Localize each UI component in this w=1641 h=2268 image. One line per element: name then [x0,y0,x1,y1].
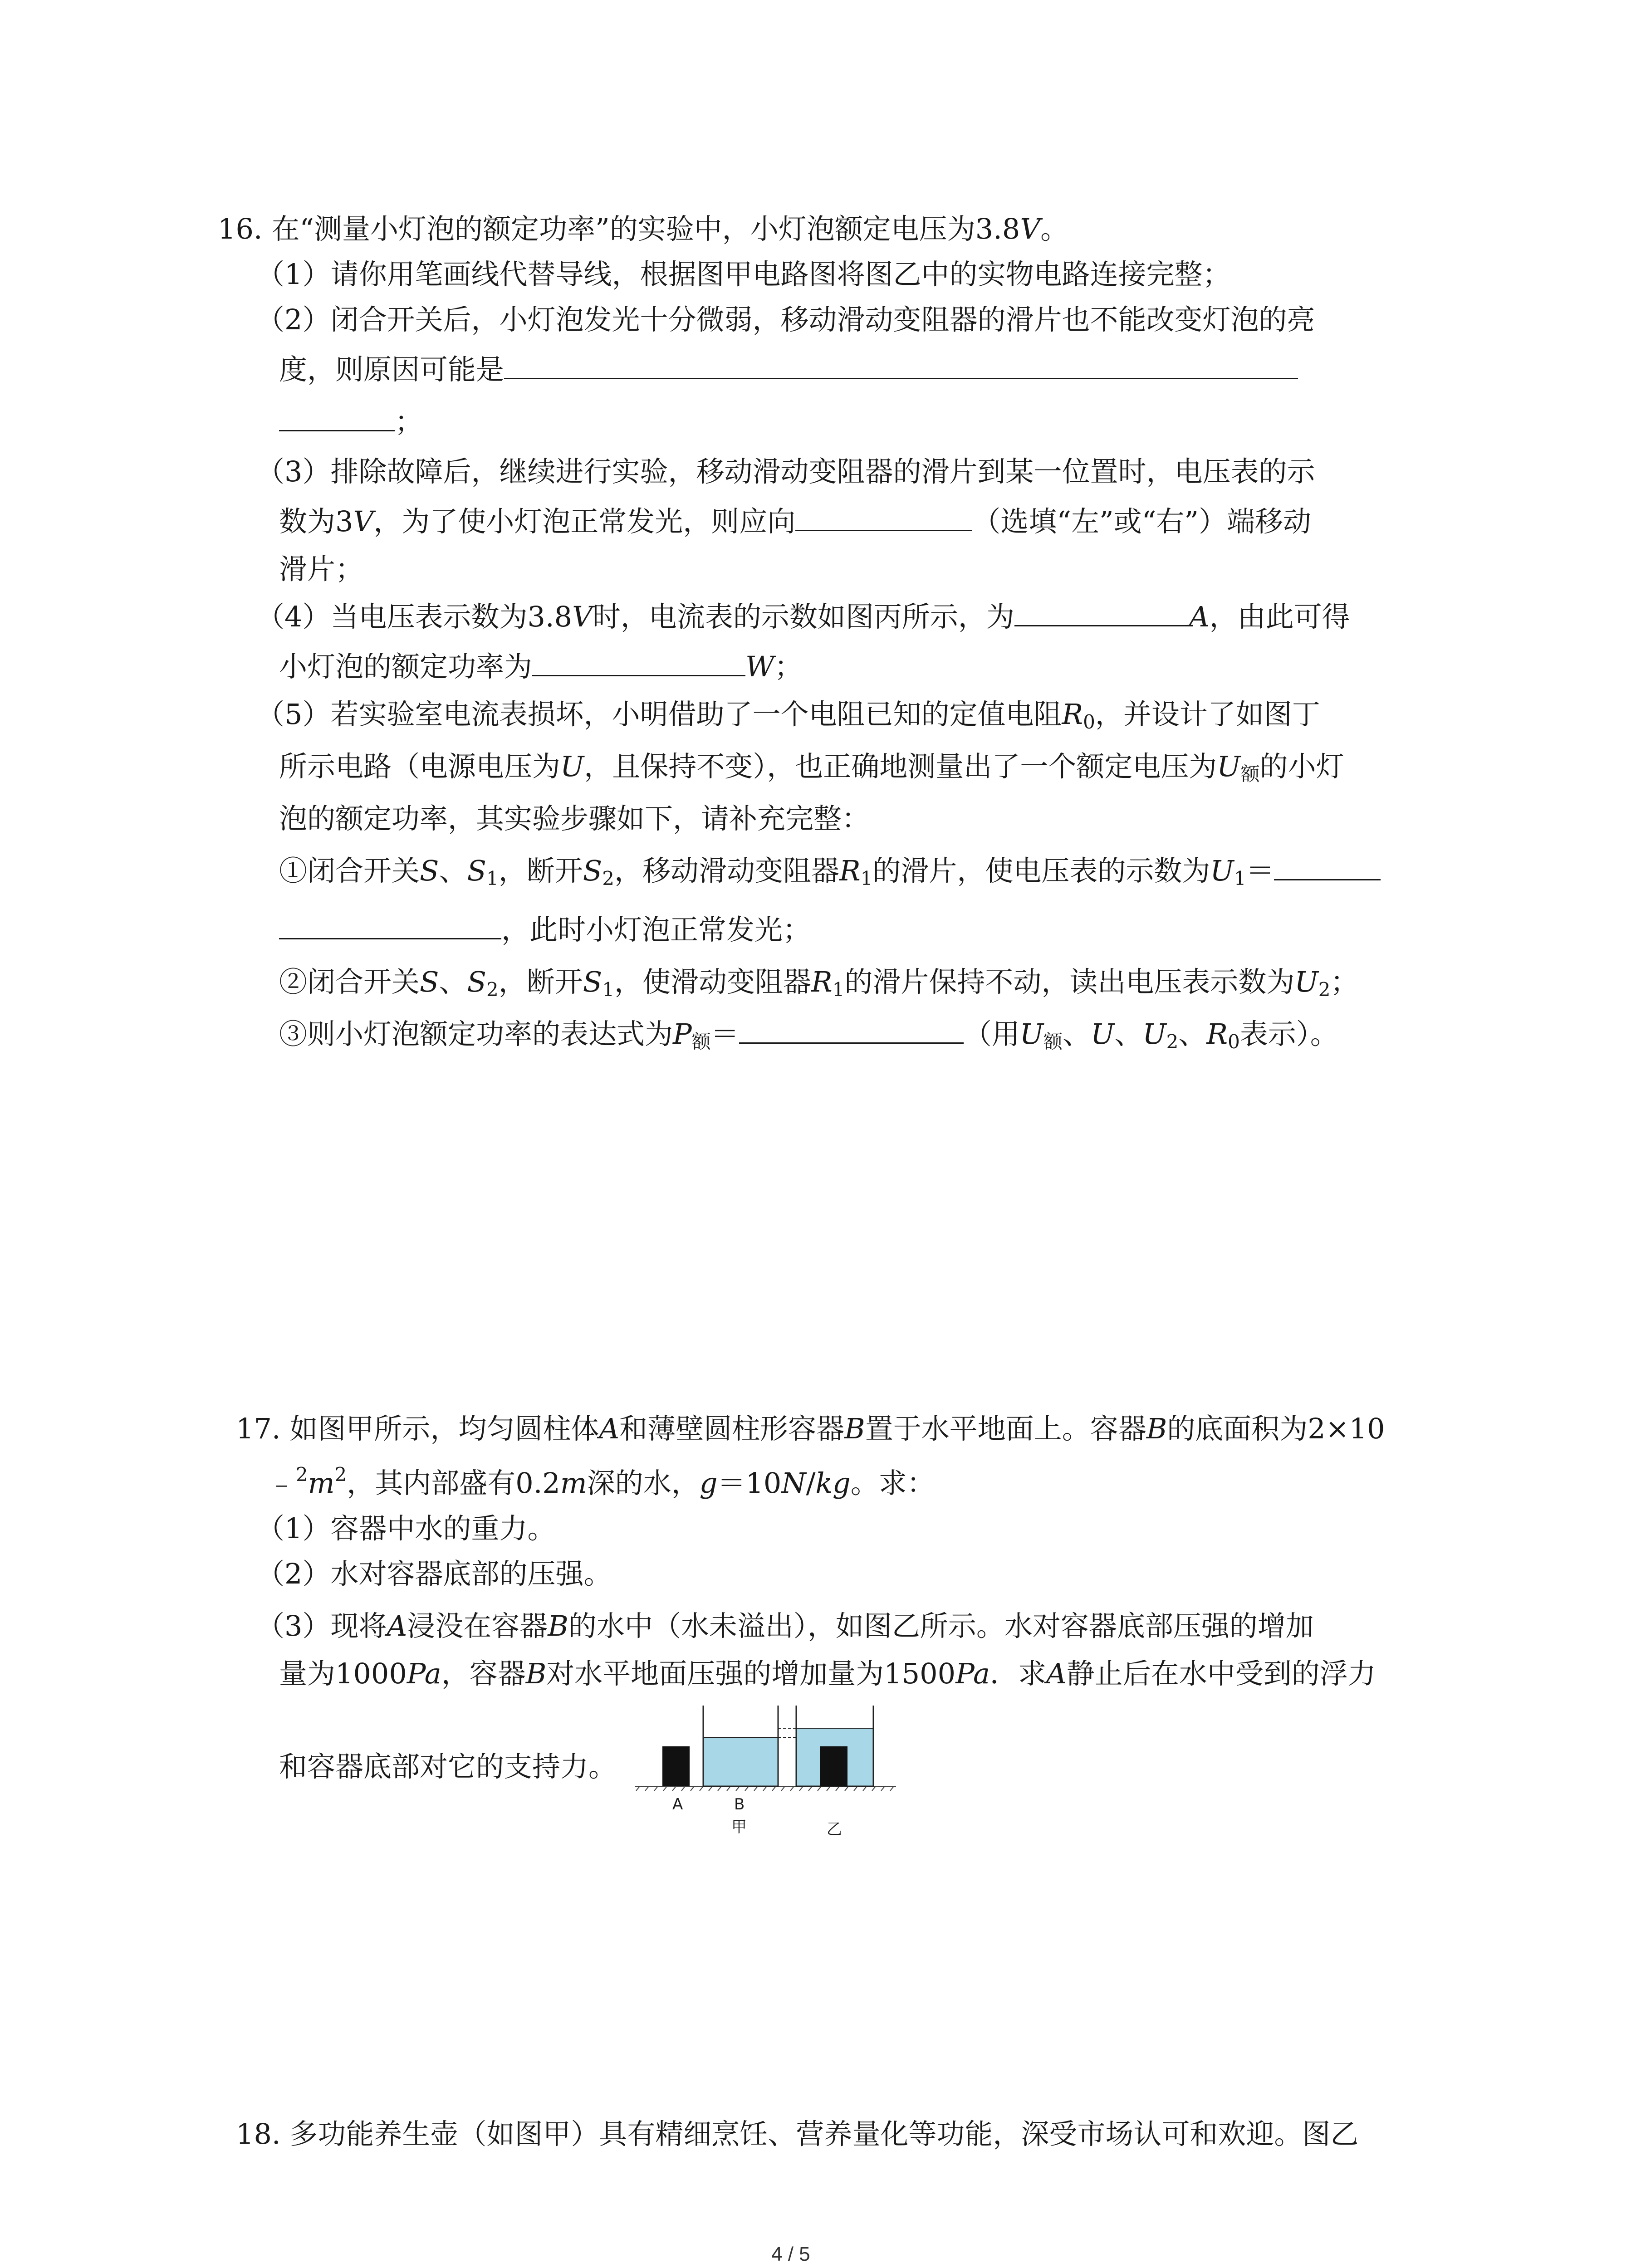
q16-part2-line1: （2）闭合开关后，小灯泡发光十分微弱，移动滑动变阻器的滑片也不能改变灯泡的亮 [256,303,1315,336]
figure-label-jia: 甲 [731,1818,747,1836]
q16-step3: ③则小灯泡额定功率的表达式为$P_额=$ （用$U_额$、U、$U_2$、$R_0$表示）。 [279,1016,1338,1052]
q16-part3-line3: 滑片； [279,552,364,586]
q17-part1: （1）容器中水的重力。 [256,1512,556,1545]
q18-stem-line: 18. 多功能养生壶（如图甲）具有精细烹饪、营养量化等功能，深受市场认可和欢迎。图乙 [236,2117,1359,2151]
answer-blank[interactable] [1014,599,1189,626]
q16-part2-line2: 度，则原因可能是 [279,352,1298,388]
figure-label-b: B [734,1795,745,1813]
q16-part4-line2: 小灯泡的额定功率为 W； [279,649,803,685]
q16-part5-line2: 所示电路（电源电压为U，且保持不变），也正确地测量出了一个额定电压为$U_额$的小灯 [279,750,1344,785]
answer-blank[interactable] [1274,853,1381,880]
page-number: 4 / 5 [771,2243,810,2265]
q16-number: 16. [218,212,272,245]
q16-part3-line1: （3）排除故障后，继续进行实验，移动滑动变阻器的滑片到某一位置时，电压表的示 [256,455,1315,488]
answer-blank[interactable] [279,912,501,939]
answer-blank[interactable] [504,352,1298,379]
q16-part4-line1: （4）当电压表示数为3.8V时，电流表的示数如图丙所示，为 A，由此可得 [256,599,1350,635]
q16-step2: ②闭合开关S、$S_2$，断开$S_1$，使滑动变阻器$R_1$的滑片保持不动，读出电压表示数为$U_2$； [279,965,1359,1001]
q17-stem-line2: $﹣^2m^2$，其内部盛有0.2m深的水，g＝10N/kg。求： [268,1463,935,1500]
q16-stem-line: 16. 在“测量小灯泡的额定功率”的实验中，小灯泡额定电压为3.8V。 [218,212,1069,245]
figure-label-a: A [672,1795,683,1813]
q17-stem-line1: 17. 如图甲所示，均匀圆柱体A和薄壁圆柱形容器B置于水平地面上。容器B的底面积为2×10 [236,1412,1385,1445]
q16-part5-line3: 泡的额定功率，其实验步骤如下，请补充完整： [279,802,870,835]
answer-blank[interactable] [532,649,745,676]
q16-part1: （1）请你用笔画线代替导线，根据图甲电路图将图乙中的实物电路连接完整； [256,258,1231,291]
q18-number: 18. [236,2117,281,2151]
q16-part2-line3: ； [279,404,423,440]
figure-label-yi: 乙 [827,1820,842,1838]
q16-part5-line1: （5）若实验室电流表损坏，小明借助了一个电阻已知的定值电阻$R_0$，并设计了如图丁 [256,698,1320,733]
cylinder-a-submerged [820,1746,847,1786]
container-b-water [703,1737,778,1786]
cylinder-a [662,1746,690,1786]
q17-part3-line2: 量为1000Pa，容器B对水平地面压强的增加量为1500Pa．求A静止后在水中受到的浮力 [279,1657,1376,1690]
q16-step1-line2: ，此时小灯泡正常发光； [279,912,811,948]
answer-blank[interactable] [739,1016,964,1044]
answer-blank[interactable] [795,503,972,531]
q17-figure [635,1696,907,1810]
answer-blank[interactable] [279,404,395,431]
q16-part3-line2: 数为3V，为了使小灯泡正常发光，则应向 （选填“左”或“右”）端移动 [279,503,1311,540]
q17-number: 17. [236,1412,290,1445]
q17-part3-line3: 和容器底部对它的支持力。 [279,1750,617,1783]
q17-part2: （2）水对容器底部的压强。 [256,1557,612,1590]
q17-part3-line1: （3）现将A浸没在容器B的水中（水未溢出），如图乙所示。水对容器底部压强的增加 [256,1609,1314,1642]
q16-step1-line1: ①闭合开关S、$S_1$，断开$S_2$，移动滑动变阻器$R_1$的滑片，使电压表的示数为$U_1=$ [279,853,1381,889]
